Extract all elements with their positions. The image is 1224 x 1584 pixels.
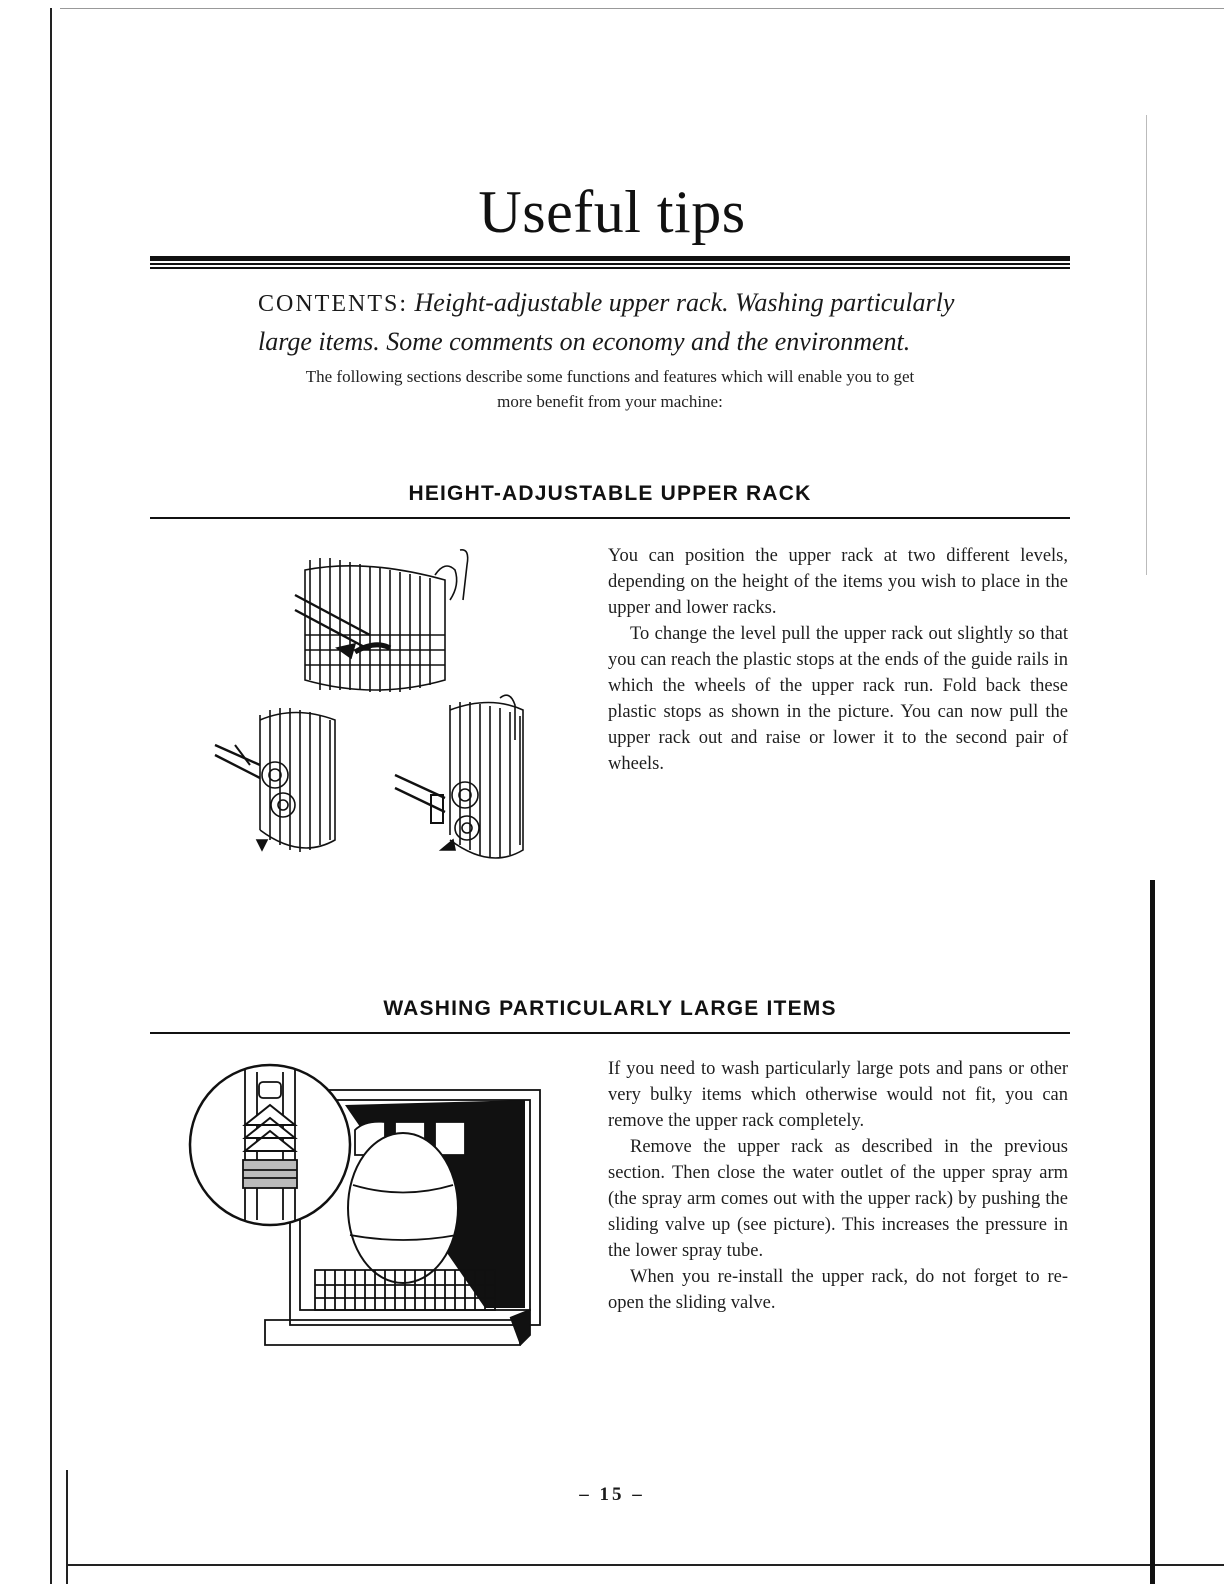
contents-block <box>258 284 1018 361</box>
section-rule-upper-rack <box>150 517 1070 519</box>
upper-rack-text <box>608 543 1068 777</box>
upper-rack-paragraph-2: To change the level pull the upper rack out slightly so that you can reach the plastic stops at the ends of the guide rails in which the wheels of the upper rack run. Fold back these plastic stops as shown in the picture. You can now pull the upper rack out and raise or lower it to the second pair of wheels. <box>608 624 1068 774</box>
large-items-paragraph-2: Remove the upper rack as described in the previous section. Then close the water outlet of the upper spray arm (the spray arm comes out with the upper rack) by pushing the sliding valve up (see picture). This increases the pressure in the lower spray tube. <box>608 1137 1068 1261</box>
title-rule-thin-1 <box>150 263 1070 265</box>
upper-rack-paragraph-1: You can position the upper rack at two different levels, depending on the height of the items you wish to place in the upper and lower racks. <box>608 546 1068 618</box>
large-items-paragraph-1: If you need to wash particularly large pots and pans or other very bulky items which otherwise would not fit, you can remove the upper rack completely. <box>608 1059 1068 1131</box>
page-number: – 15 – <box>579 1484 645 1505</box>
scan-top-edge <box>60 8 1224 9</box>
contents-label: CONTENTS: <box>258 291 408 317</box>
section-rule-large-items <box>150 1032 1070 1034</box>
title-rule-thin-2 <box>150 267 1070 269</box>
page-title: Useful tips <box>478 179 746 245</box>
section-heading-large-items: WASHING PARTICULARLY LARGE ITEMS <box>383 997 837 1020</box>
title-rule-thick <box>150 256 1070 261</box>
large-items-text <box>608 1056 1068 1316</box>
contents-text-line-2: large items. Some comments on economy and the environment. <box>258 327 911 356</box>
intro-text <box>250 364 970 414</box>
large-items-illustration <box>185 1060 555 1355</box>
scan-right-edge <box>1150 880 1155 1584</box>
scan-bottom-edge <box>66 1564 1224 1566</box>
large-items-paragraph-3: When you re-install the upper rack, do not forget to re-open the sliding valve. <box>608 1267 1068 1313</box>
section-heading-upper-rack: HEIGHT-ADJUSTABLE UPPER RACK <box>408 482 812 505</box>
upper-rack-illustration <box>205 540 545 885</box>
contents-text-line-1: Height-adjustable upper rack. Washing particularly <box>414 288 955 317</box>
intro-line-2: more benefit from your machine: <box>497 392 723 411</box>
intro-line-1: The following sections describe some functions and features which will enable you to get <box>305 367 915 386</box>
